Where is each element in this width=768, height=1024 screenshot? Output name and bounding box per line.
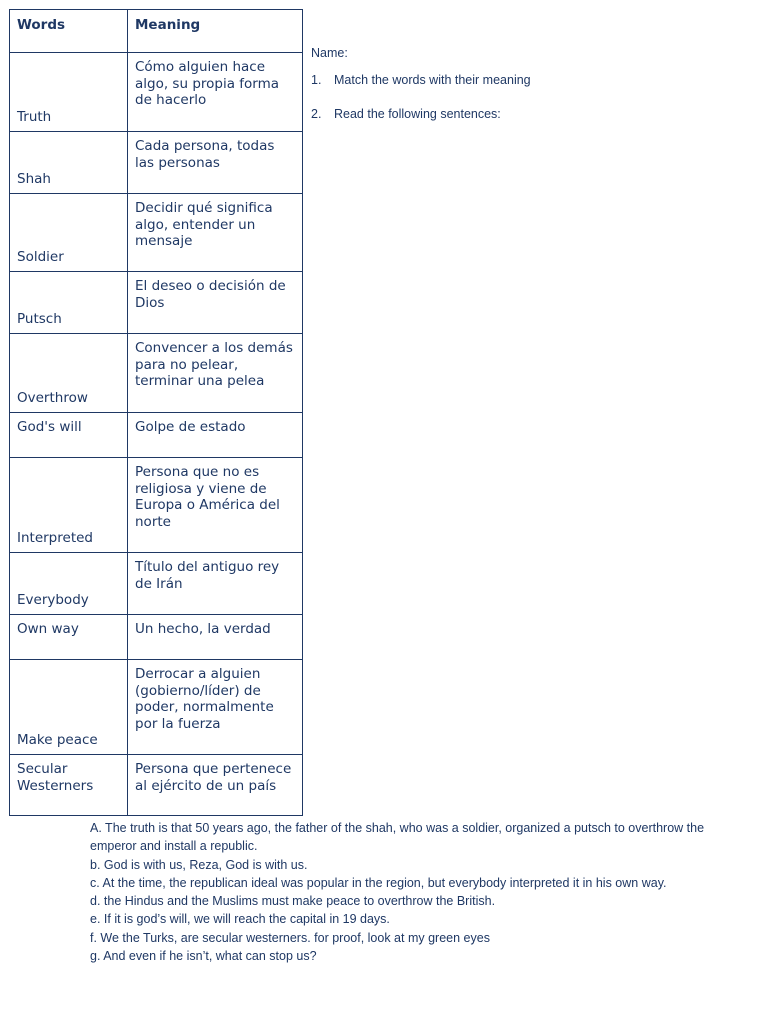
sentence-d: d. the Hindus and the Muslims must make peace to overthrow the British. [90,894,496,909]
header-meaning: Meaning [128,10,303,53]
table-header-row [10,10,303,53]
word-cell: Overthrow [10,334,128,413]
sentence-c: c. At the time, the republican ideal was popular in the region, but everybody interpreted it in his own way. [90,875,667,890]
table-row [10,413,303,458]
sentence-g: g. And even if he isn’t, what can stop us? [90,949,317,964]
word-cell: Shah [10,132,128,194]
table-row [10,132,303,194]
task-number: 2. [311,107,322,121]
header-words: Words [10,10,128,53]
table-row [10,755,303,816]
vocabulary-table [9,9,303,816]
meaning-cell: Un hecho, la verdad [128,615,303,660]
table-row [10,53,303,132]
meaning-cell: Cómo alguien hace algo, su propia forma de hacerlo [128,53,303,132]
task-number: 1. [311,73,322,87]
meaning-cell: Título del antiguo rey de Irán [128,553,303,615]
table-row [10,615,303,660]
word-cell: Soldier [10,194,128,272]
instructions-panel [311,46,751,141]
sentence-f: f. We the Turks, are secular westerners. for proof, look at my green eyes [90,930,490,945]
word-cell: Make peace [10,660,128,755]
meaning-cell: Derrocar a alguien (gobierno/líder) de poder, normalmente por la fuerza [128,660,303,755]
word-cell: Secular Westerners [10,755,128,816]
task-item [311,107,751,121]
meaning-cell: El deseo o decisión de Dios [128,272,303,334]
word-cell: Everybody [10,553,128,615]
word-cell: Truth [10,53,128,132]
table-row [10,660,303,755]
word-cell: Interpreted [10,458,128,553]
sentence-b: b. God is with us, Reza, God is with us. [90,857,308,872]
word-cell: God's will [10,413,128,458]
meaning-cell: Convencer a los demás para no pelear, terminar una pelea [128,334,303,413]
meaning-cell: Golpe de estado [128,413,303,458]
table-row [10,553,303,615]
word-cell: Own way [10,615,128,660]
meaning-cell: Cada persona, todas las personas [128,132,303,194]
table-row [10,272,303,334]
task-text: Read the following sentences: [334,107,501,121]
sentence-list [90,819,740,965]
meaning-cell: Persona que pertenece al ejército de un país [128,755,303,816]
name-label: Name: [311,46,348,60]
task-item [311,73,751,87]
task-text: Match the words with their meaning [334,73,531,87]
meaning-cell: Decidir qué significa algo, entender un mensaje [128,194,303,272]
table-row [10,194,303,272]
meaning-cell: Persona que no es religiosa y viene de Europa o América del norte [128,458,303,553]
sentence-e: e. If it is god’s will, we will reach the capital in 19 days. [90,912,390,927]
table-row [10,458,303,553]
table-row [10,334,303,413]
word-cell: Putsch [10,272,128,334]
sentence-a: A. The truth is that 50 years ago, the father of the shah, who was a soldier, organized a putsch to overthrow the emperor and install a republic. [90,821,705,854]
